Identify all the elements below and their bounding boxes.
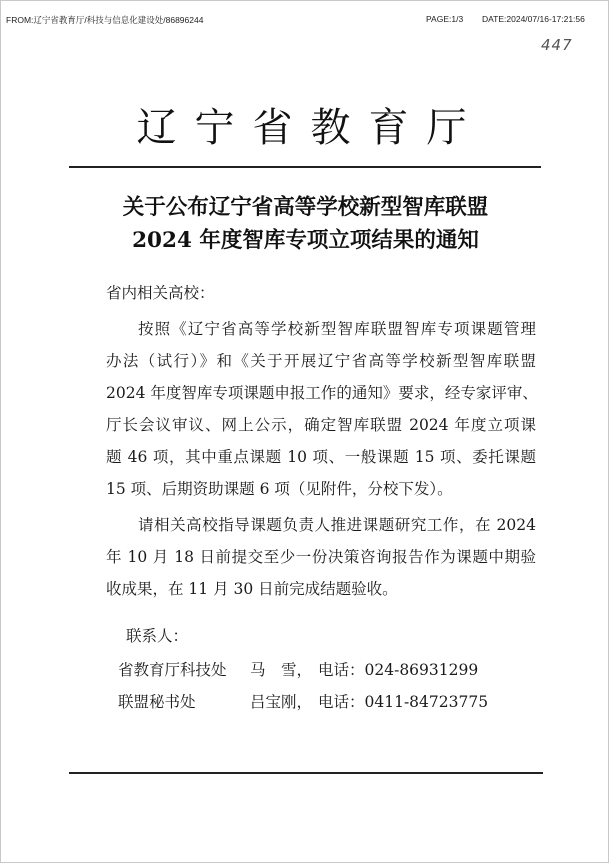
title-divider xyxy=(69,166,541,168)
paragraph-2-line: 请相关高校指导课题负责人推进课题研究工作，在 2024 xyxy=(138,516,536,534)
paragraph-1-line: 按照《辽宁省高等学校新型智库联盟智库专项课题管理 xyxy=(138,320,536,338)
paragraph-2-line: 收成果，在 11 月 30 日前完成结题验收。 xyxy=(106,580,398,598)
paragraph-1-line: 办法（试行）》和《关于开展辽宁省高等学校新型智库联盟 xyxy=(106,352,536,370)
handwritten-number: 447 xyxy=(541,36,573,54)
paragraph-1-line: 厅长会议审议、网上公示，确定智库联盟 2024 年度立项课 xyxy=(106,416,536,434)
contact-1-phone: 电话：024-86931299 xyxy=(318,661,479,679)
fax-page-number: PAGE:1/3 xyxy=(426,14,464,24)
fax-date: DATE:2024/07/16-17:21:56 xyxy=(482,14,585,24)
fax-header xyxy=(6,14,606,28)
paragraph-1-line: 题 46 项，其中重点课题 10 项、一般课题 15 项、委托课题 xyxy=(106,448,536,466)
document-title-line-1: 关于公布辽宁省高等学校新型智库联盟 xyxy=(122,195,489,220)
salutation: 省内相关高校： xyxy=(106,284,215,302)
agency-title: 辽宁省教育厅 xyxy=(136,105,485,151)
document-title-line-2: 2024 年度智库专项立项结果的通知 xyxy=(132,228,479,253)
paragraph-1-line: 2024 年度智库专项课题申报工作的通知》要求，经专家评审、 xyxy=(106,384,538,402)
contact-1-dept: 省教育厅科技处 xyxy=(118,661,227,679)
contacts-label: 联系人： xyxy=(126,627,189,645)
bottom-divider xyxy=(69,772,543,774)
contact-1-person: 马 雪， xyxy=(250,661,313,679)
contact-2-person: 吕宝刚， xyxy=(250,693,313,711)
paragraph-2-line: 年 10 月 18 日前提交至少一份决策咨询报告作为课题中期验 xyxy=(106,548,536,566)
contact-2-phone: 电话：0411-84723775 xyxy=(318,693,489,711)
contact-2-dept: 联盟秘书处 xyxy=(118,693,196,711)
paragraph-1-line: 15 项、后期资助课题 6 项（见附件，分校下发）。 xyxy=(106,480,453,498)
fax-from: FROM:辽宁省教育厅/科技与信息化建设处/86896244 xyxy=(6,15,204,25)
